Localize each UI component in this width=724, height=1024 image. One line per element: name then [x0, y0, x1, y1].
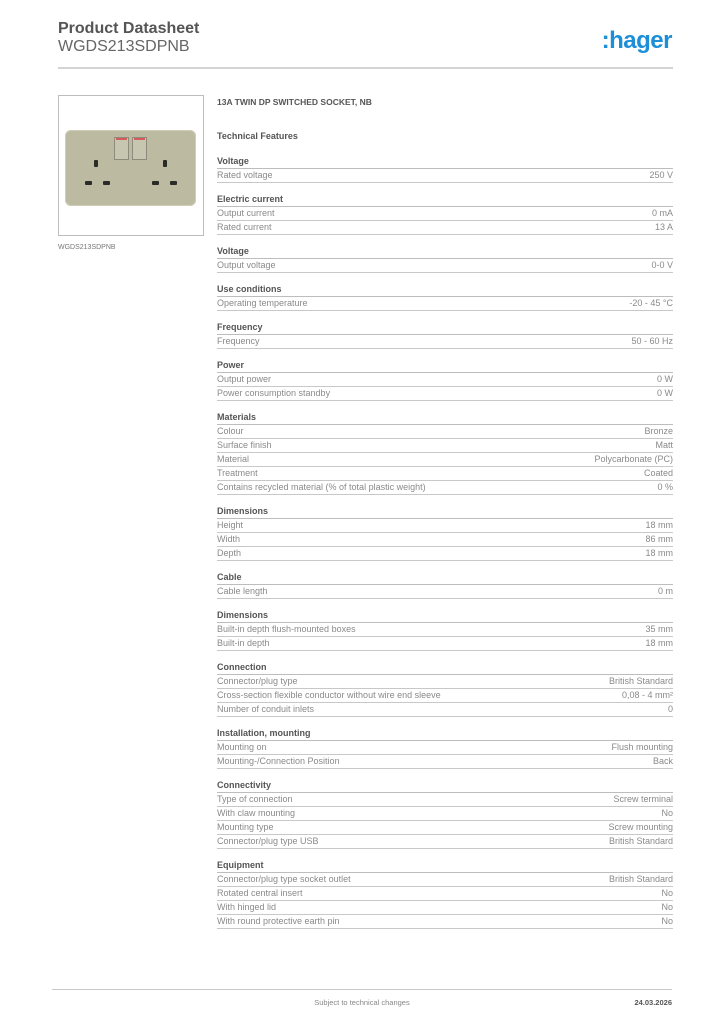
spec-row: [217, 901, 673, 915]
feature-group: [217, 727, 673, 769]
spec-label: Material: [217, 454, 250, 464]
feature-group: [217, 859, 673, 929]
spec-row: [217, 439, 673, 453]
spec-value: No: [661, 916, 673, 926]
feature-group: [217, 321, 673, 349]
feature-group: [217, 571, 673, 599]
spec-value: Screw mounting: [608, 822, 673, 832]
spec-value: 0,08 - 4 mm²: [621, 690, 673, 700]
spec-row: [217, 373, 673, 387]
spec-value: 50 - 60 Hz: [631, 336, 673, 346]
spec-value: Matt: [655, 440, 673, 450]
group-title: Connection: [217, 661, 673, 675]
spec-label: Connector/plug type socket outlet: [217, 874, 351, 884]
spec-label: Treatment: [217, 468, 258, 478]
spec-label: Type of connection: [217, 794, 293, 804]
group-title: Installation, mounting: [217, 727, 673, 741]
spec-value: British Standard: [608, 874, 673, 884]
spec-value: 18 mm: [645, 638, 673, 648]
spec-label: Output voltage: [217, 260, 276, 270]
feature-group: [217, 609, 673, 651]
group-title: Power: [217, 359, 673, 373]
spec-value: No: [661, 888, 673, 898]
spec-row: [217, 387, 673, 401]
group-title: Connectivity: [217, 779, 673, 793]
technical-content: [217, 96, 673, 939]
spec-label: Mounting type: [217, 822, 274, 832]
spec-row: [217, 169, 673, 183]
feature-groups: [217, 155, 673, 929]
footer-note: Subject to technical changes: [314, 998, 410, 1007]
spec-row: [217, 675, 673, 689]
spec-row: [217, 519, 673, 533]
spec-label: Output current: [217, 208, 275, 218]
spec-row: [217, 467, 673, 481]
spec-value: 18 mm: [645, 520, 673, 530]
spec-label: Surface finish: [217, 440, 272, 450]
feature-group: [217, 661, 673, 717]
spec-value: British Standard: [608, 836, 673, 846]
pin-slot-icon: [170, 181, 177, 185]
spec-label: Depth: [217, 548, 242, 558]
image-caption: WGDS213SDPNB: [58, 244, 116, 251]
feature-group: [217, 245, 673, 273]
spec-label: Built-in depth flush-mounted boxes: [217, 624, 356, 634]
pin-slot-icon: [152, 181, 159, 185]
spec-value: Polycarbonate (PC): [594, 454, 673, 464]
spec-label: Rated current: [217, 222, 272, 232]
spec-row: [217, 689, 673, 703]
spec-label: Power consumption standby: [217, 388, 331, 398]
spec-row: [217, 835, 673, 849]
spec-value: 13 A: [654, 222, 673, 232]
spec-value: British Standard: [608, 676, 673, 686]
spec-row: [217, 481, 673, 495]
spec-row: [217, 221, 673, 235]
spec-value: 0-0 V: [651, 260, 673, 270]
spec-row: [217, 873, 673, 887]
spec-label: Built-in depth: [217, 638, 270, 648]
spec-row: [217, 533, 673, 547]
spec-value: Bronze: [644, 426, 673, 436]
pin-slot-icon: [103, 181, 110, 185]
right-switch-icon: [132, 137, 147, 160]
spec-label: Cable length: [217, 586, 268, 596]
group-title: Dimensions: [217, 505, 673, 519]
feature-group: [217, 779, 673, 849]
spec-row: [217, 821, 673, 835]
group-title: Equipment: [217, 859, 673, 873]
spec-value: 0 W: [656, 374, 673, 384]
spec-row: [217, 793, 673, 807]
pin-slot-icon: [85, 181, 92, 185]
spec-label: Output power: [217, 374, 272, 384]
spec-value: -20 - 45 °C: [629, 298, 673, 308]
spec-label: Cross-section flexible conductor without wire end sleeve: [217, 690, 441, 700]
spec-row: [217, 755, 673, 769]
group-title: Voltage: [217, 245, 673, 259]
spec-label: With claw mounting: [217, 808, 296, 818]
spec-label: Height: [217, 520, 244, 530]
group-title: Dimensions: [217, 609, 673, 623]
spec-row: [217, 807, 673, 821]
spec-label: With hinged lid: [217, 902, 277, 912]
spec-row: [217, 259, 673, 273]
spec-value: 0 mA: [651, 208, 673, 218]
group-title: Voltage: [217, 155, 673, 169]
spec-value: No: [661, 902, 673, 912]
group-title: Cable: [217, 571, 673, 585]
spec-row: [217, 547, 673, 561]
product-image: [58, 95, 204, 236]
spec-row: [217, 297, 673, 311]
group-title: Electric current: [217, 193, 673, 207]
feature-group: [217, 411, 673, 495]
spec-label: Frequency: [217, 336, 260, 346]
socket-plate-illustration: [65, 130, 196, 206]
spec-row: [217, 915, 673, 929]
left-switch-icon: [114, 137, 129, 160]
spec-row: [217, 425, 673, 439]
group-title: Materials: [217, 411, 673, 425]
spec-row: [217, 585, 673, 599]
spec-value: 0 W: [656, 388, 673, 398]
spec-label: Colour: [217, 426, 244, 436]
spec-value: 0 m: [657, 586, 673, 596]
spec-value: 0: [667, 704, 673, 714]
document-header: [58, 20, 673, 56]
spec-value: 0 %: [657, 482, 673, 492]
spec-row: [217, 741, 673, 755]
spec-value: 86 mm: [645, 534, 673, 544]
spec-row: [217, 703, 673, 717]
header-divider: [58, 67, 673, 69]
spec-label: Number of conduit inlets: [217, 704, 315, 714]
spec-row: [217, 623, 673, 637]
spec-value: 250 V: [649, 170, 673, 180]
spec-label: Rated voltage: [217, 170, 273, 180]
spec-row: [217, 335, 673, 349]
spec-label: Connector/plug type USB: [217, 836, 319, 846]
feature-group: [217, 359, 673, 401]
spec-row: [217, 887, 673, 901]
document-title: Product Datasheet: [58, 20, 200, 37]
feature-group: [217, 505, 673, 561]
spec-label: Mounting on: [217, 742, 267, 752]
section-title: Technical Features: [217, 131, 298, 141]
spec-label: Rotated central insert: [217, 888, 303, 898]
spec-label: Mounting-/Connection Position: [217, 756, 340, 766]
feature-group: [217, 283, 673, 311]
group-title: Frequency: [217, 321, 673, 335]
footer-date: 24.03.2026: [634, 998, 672, 1007]
group-title: Use conditions: [217, 283, 673, 297]
spec-value: No: [661, 808, 673, 818]
spec-label: Contains recycled material (% of total plastic weight): [217, 482, 426, 492]
product-name: 13A TWIN DP SWITCHED SOCKET, NB: [217, 97, 372, 107]
spec-label: With round protective earth pin: [217, 916, 340, 926]
earth-pin-right-icon: [163, 160, 167, 167]
earth-pin-left-icon: [94, 160, 98, 167]
spec-row: [217, 453, 673, 467]
spec-label: Connector/plug type: [217, 676, 298, 686]
spec-value: Coated: [643, 468, 673, 478]
spec-label: Width: [217, 534, 241, 544]
spec-value: 18 mm: [645, 548, 673, 558]
footer-divider: [52, 989, 672, 990]
feature-group: [217, 155, 673, 183]
product-code: WGDS213SDPNB: [58, 38, 190, 55]
spec-value: Flush mounting: [611, 742, 673, 752]
spec-label: Operating temperature: [217, 298, 308, 308]
spec-row: [217, 207, 673, 221]
spec-value: Back: [652, 756, 673, 766]
spec-row: [217, 637, 673, 651]
feature-group: [217, 193, 673, 235]
hager-logo: :hager: [601, 27, 672, 54]
spec-value: Screw terminal: [613, 794, 673, 804]
spec-value: 35 mm: [645, 624, 673, 634]
